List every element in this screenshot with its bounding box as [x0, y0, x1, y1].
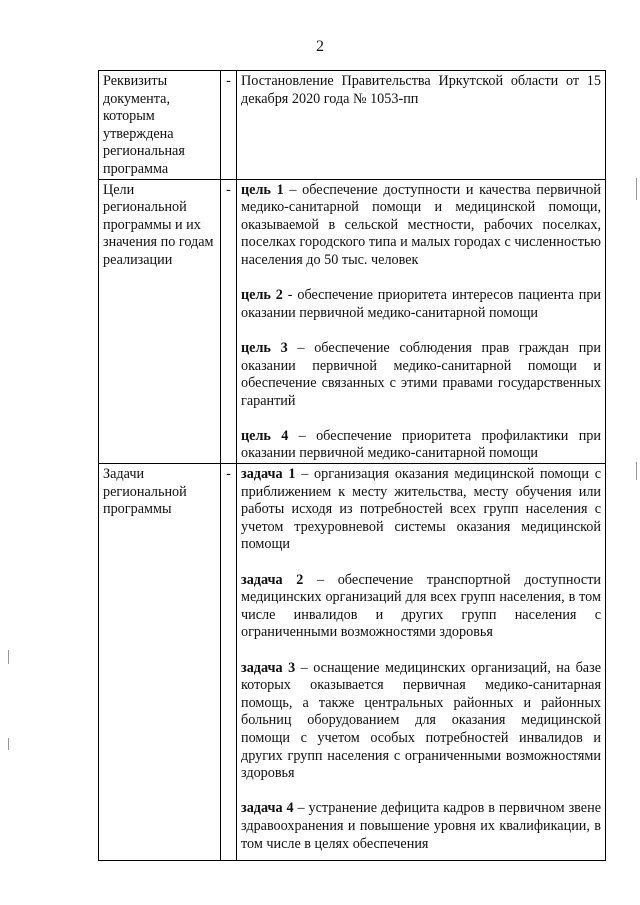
- task-term: задача 2: [241, 571, 304, 588]
- row-dash: -: [221, 464, 237, 861]
- scan-mark: [636, 178, 637, 200]
- goal-term: цель 4: [241, 427, 289, 444]
- table-row-tasks: [99, 464, 606, 861]
- task-term: задача 3: [241, 659, 296, 676]
- goal-term: цель 1: [241, 181, 284, 198]
- task-item: [241, 466, 601, 554]
- task-term: задача 4: [241, 800, 294, 817]
- row-label-goals: Цели региональной программы и их значения по годам реализации: [99, 179, 221, 464]
- task-item: [241, 660, 601, 783]
- row-label-requisites: Реквизиты документа, которым утверждена региональная программа: [99, 71, 221, 180]
- row-content-goals: [237, 179, 606, 464]
- goal-item: [241, 287, 601, 322]
- task-term: задача 1: [241, 466, 296, 483]
- scan-mark: [636, 462, 637, 480]
- scan-mark: [8, 650, 9, 664]
- row-dash: -: [221, 179, 237, 464]
- row-content-tasks: [237, 464, 606, 861]
- task-item: [241, 800, 601, 860]
- row-label-tasks: Задачи региональной программы: [99, 464, 221, 861]
- row-dash: -: [221, 71, 237, 180]
- task-item: [241, 572, 601, 642]
- row-content-requisites: [237, 71, 606, 180]
- goal-term: цель 2: [241, 287, 283, 304]
- scan-mark: [8, 738, 9, 750]
- list-item: [241, 73, 601, 108]
- table-row-requisites: [99, 71, 606, 180]
- goal-term: цель 3: [241, 339, 288, 356]
- goal-item: [241, 428, 601, 463]
- task-text: – организация оказания медицинской помощи с приближением к месту жительства, месту обучения или работы исходя из потребностей всех групп населения с учетом трехуровневой системы оказания медицинской помощи: [241, 466, 602, 553]
- program-passport-table: [98, 70, 606, 861]
- goal-text: - обеспечение приоритета интересов пациента при оказании первичной медико-санитарной помощи: [241, 287, 602, 321]
- page-number: 2: [316, 38, 324, 55]
- goal-item: [241, 340, 601, 410]
- task-text: – устранение дефицита кадров в первичном звене здравоохранения и повышение уровня их квалификации, в том числе в целях обеспечения: [241, 800, 601, 852]
- item-text: Постановление Правительства Иркутской области от 15 декабря 2020 года № 1053-пп: [241, 73, 601, 107]
- goal-text: – обеспечение соблюдения прав граждан при оказании первичной медико-санитарной помощи и обеспечение связанных с этими правами государственных гарантий: [241, 339, 601, 409]
- table-row-goals: [99, 179, 606, 464]
- goal-text: – обеспечение приоритета профилактики при оказании первичной медико-санитарной помощи: [241, 427, 601, 462]
- goal-text: – обеспечение доступности и качества первичной медико-санитарной помощи и медицинской помощи, оказываемой в сельской местности, рабочих поселках, поселках городского типа и малых городах с численностью населения до 50 тыс. человек: [241, 181, 601, 268]
- task-text: – оснащение медицинских организаций, на базе которых оказывается первичная медико-санитарная помощь, а также центральных районных и районных больниц оборудованием для оказания медицинской помощи с учетом особых потребностей инвалидов и других групп населения с ограниченными возможностями здоровья: [241, 659, 602, 782]
- task-text: – обеспечение транспортной доступности медицинских организаций для всех групп населения, в том числе инвалидов и других групп населения с ограниченными возможностями здоровья: [241, 571, 601, 641]
- goal-item: [241, 182, 601, 270]
